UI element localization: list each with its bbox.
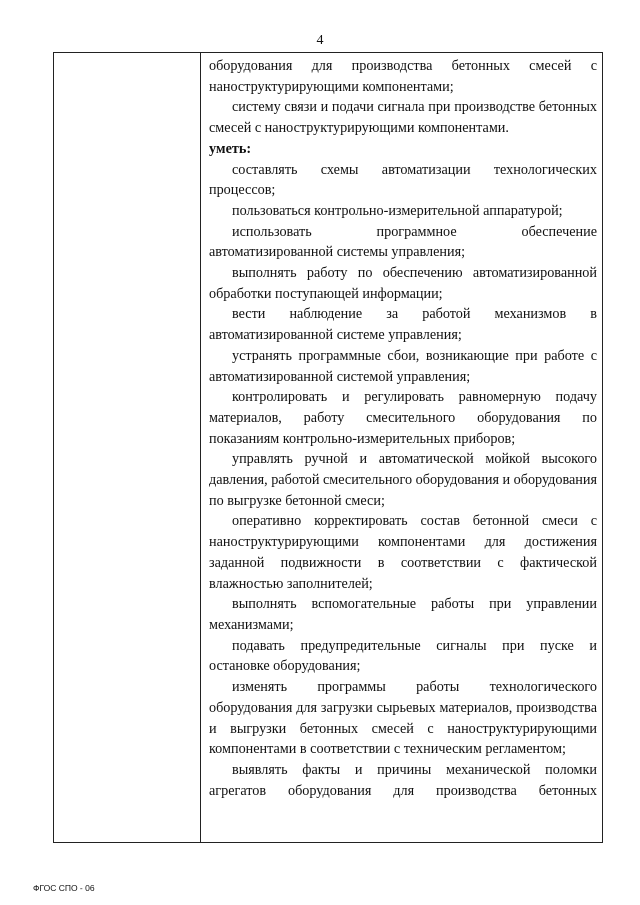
paragraph-continuation: оборудования для производства бетонных смесей с наноструктурирующими компонентами; [209, 58, 597, 95]
paragraph-item: контролировать и регулировать равномерную подачу материалов, работу смесительного оборудования по показаниям контрольно-измерительных приборов; [209, 389, 597, 447]
paragraph-item: оперативно корректировать состав бетонной смеси с наноструктурирующими компонентами для достижения заданной подвижности в соответствии с фактической влажностью заполнителей; [209, 513, 597, 592]
paragraph-item: выполнять вспомогательные работы при управлении механизмами; [209, 596, 597, 633]
page-number: 4 [316, 33, 324, 48]
paragraph-item: вести наблюдение за работой механизмов в автоматизированной системе управления; [209, 306, 597, 344]
table-left-column [54, 53, 201, 842]
paragraph-item: устранять программные сбои, возникающие при работе с автоматизированной системой управления; [209, 347, 597, 385]
section-heading-umet: уметь: [209, 140, 252, 157]
paragraph-item: использовать программное обеспечение автоматизированной системы управления; [209, 223, 597, 261]
paragraph-item: систему связи и подачи сигнала при производстве бетонных смесей с наноструктурирующими компонентами. [209, 99, 597, 137]
paragraph-item: составлять схемы автоматизации технологических процессов; [209, 161, 597, 199]
paragraph-item: пользоваться контрольно-измерительной аппаратурой; [232, 202, 563, 219]
paragraph-item: выполнять работу по обеспечению автоматизированной обработки поступающей информации; [209, 265, 597, 302]
paragraph-item: изменять программы работы технологического оборудования для загрузки сырьевых материалов, производства и выгрузки бетонных смесей с наноструктурирующими компонентами в соответствии с техническим регламентом; [209, 679, 597, 758]
table-right-column [201, 53, 602, 842]
paragraph-item: подавать предупредительные сигналы при пуске и остановке оборудования; [209, 637, 597, 675]
content-table [53, 52, 603, 843]
paragraph-item: управлять ручной и автоматической мойкой высокого давления, работой смесительного оборудования и оборудования по выгрузке бетонной смеси; [209, 451, 597, 509]
paragraph-item-continued: выявлять факты и причины механической поломки агрегатов оборудования для производства бетонных [209, 761, 597, 799]
footer-code: ФГОС СПО - 06 [33, 883, 95, 893]
